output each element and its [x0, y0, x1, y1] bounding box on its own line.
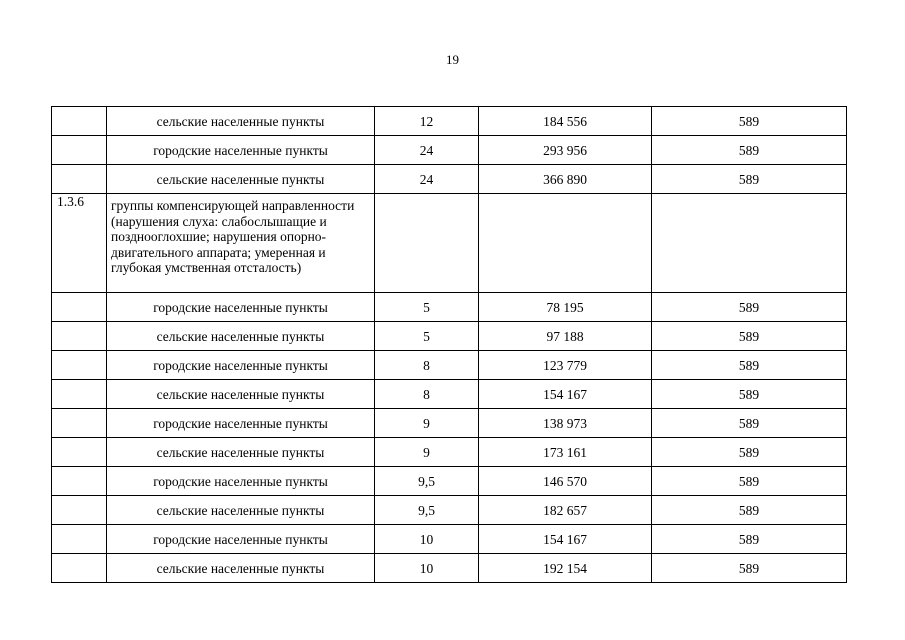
- row-number-cell: [52, 136, 107, 165]
- row-number-cell: [52, 467, 107, 496]
- hours-cell: 8: [375, 380, 479, 409]
- table-row: [52, 525, 847, 554]
- rate-cell: 589: [652, 165, 847, 194]
- hours-cell: 9: [375, 409, 479, 438]
- hours-cell: 8: [375, 351, 479, 380]
- hours-cell: 5: [375, 322, 479, 351]
- row-number-cell: [52, 293, 107, 322]
- table-row: [52, 322, 847, 351]
- table-row: [52, 165, 847, 194]
- row-number-cell: 1.3.6: [52, 194, 107, 293]
- row-number-cell: [52, 554, 107, 583]
- cost-cell: 138 973: [479, 409, 652, 438]
- cost-cell: 146 570: [479, 467, 652, 496]
- rate-cell: 589: [652, 107, 847, 136]
- cost-cell: 97 188: [479, 322, 652, 351]
- rate-cell: 589: [652, 438, 847, 467]
- rate-cell: 589: [652, 525, 847, 554]
- rate-cell: 589: [652, 409, 847, 438]
- cost-cell: 123 779: [479, 351, 652, 380]
- table-row: [52, 293, 847, 322]
- page-number: 19: [446, 52, 459, 67]
- cost-cell: 366 890: [479, 165, 652, 194]
- rate-cell: 589: [652, 293, 847, 322]
- row-number-cell: [52, 409, 107, 438]
- rate-cell: 589: [652, 136, 847, 165]
- hours-cell: 5: [375, 293, 479, 322]
- settlement-type-cell: городские населенные пункты: [107, 293, 375, 322]
- group-header-row: [52, 194, 847, 293]
- table-row: [52, 409, 847, 438]
- cost-cell: [479, 194, 652, 293]
- rate-cell: 589: [652, 496, 847, 525]
- row-number-cell: [52, 322, 107, 351]
- settlement-type-cell: городские населенные пункты: [107, 136, 375, 165]
- settlement-type-cell: городские населенные пункты: [107, 525, 375, 554]
- row-number-cell: [52, 165, 107, 194]
- hours-cell: 10: [375, 525, 479, 554]
- row-number-cell: [52, 107, 107, 136]
- row-number-cell: [52, 496, 107, 525]
- settlement-type-cell: сельские населенные пункты: [107, 438, 375, 467]
- settlement-type-cell: сельские населенные пункты: [107, 165, 375, 194]
- table-row: [52, 467, 847, 496]
- rate-cell: [652, 194, 847, 293]
- table-row: [52, 136, 847, 165]
- hours-cell: 9,5: [375, 467, 479, 496]
- row-number-cell: [52, 525, 107, 554]
- hours-cell: 9: [375, 438, 479, 467]
- rate-cell: 589: [652, 380, 847, 409]
- settlement-type-cell: сельские населенные пункты: [107, 554, 375, 583]
- settlement-type-cell: городские населенные пункты: [107, 467, 375, 496]
- rate-cell: 589: [652, 322, 847, 351]
- hours-cell: 24: [375, 165, 479, 194]
- table-row: [52, 554, 847, 583]
- row-number-cell: [52, 380, 107, 409]
- hours-cell: [375, 194, 479, 293]
- data-table: [51, 106, 847, 583]
- cost-cell: 184 556: [479, 107, 652, 136]
- hours-cell: 10: [375, 554, 479, 583]
- cost-cell: 154 167: [479, 380, 652, 409]
- hours-cell: 24: [375, 136, 479, 165]
- table-row: [52, 107, 847, 136]
- row-number-cell: [52, 351, 107, 380]
- cost-cell: 173 161: [479, 438, 652, 467]
- rate-cell: 589: [652, 467, 847, 496]
- group-description-cell: группы компенсирующей направленности (нарушения слуха: слабослышащие и позднооглохшие; нарушения опорно-двигательного аппарата; умеренная и глубокая умственная отсталость): [107, 194, 375, 293]
- settlement-type-cell: городские населенные пункты: [107, 409, 375, 438]
- settlement-type-cell: сельские населенные пункты: [107, 107, 375, 136]
- cost-cell: 192 154: [479, 554, 652, 583]
- hours-cell: 9,5: [375, 496, 479, 525]
- table-row: [52, 351, 847, 380]
- table-row: [52, 438, 847, 467]
- table-row: [52, 380, 847, 409]
- settlement-type-cell: городские населенные пункты: [107, 351, 375, 380]
- settlement-type-cell: сельские населенные пункты: [107, 380, 375, 409]
- settlement-type-cell: сельские населенные пункты: [107, 496, 375, 525]
- table-row: [52, 496, 847, 525]
- cost-cell: 182 657: [479, 496, 652, 525]
- hours-cell: 12: [375, 107, 479, 136]
- rate-cell: 589: [652, 351, 847, 380]
- cost-cell: 293 956: [479, 136, 652, 165]
- rate-cell: 589: [652, 554, 847, 583]
- row-number-cell: [52, 438, 107, 467]
- settlement-type-cell: сельские населенные пункты: [107, 322, 375, 351]
- cost-cell: 78 195: [479, 293, 652, 322]
- cost-cell: 154 167: [479, 525, 652, 554]
